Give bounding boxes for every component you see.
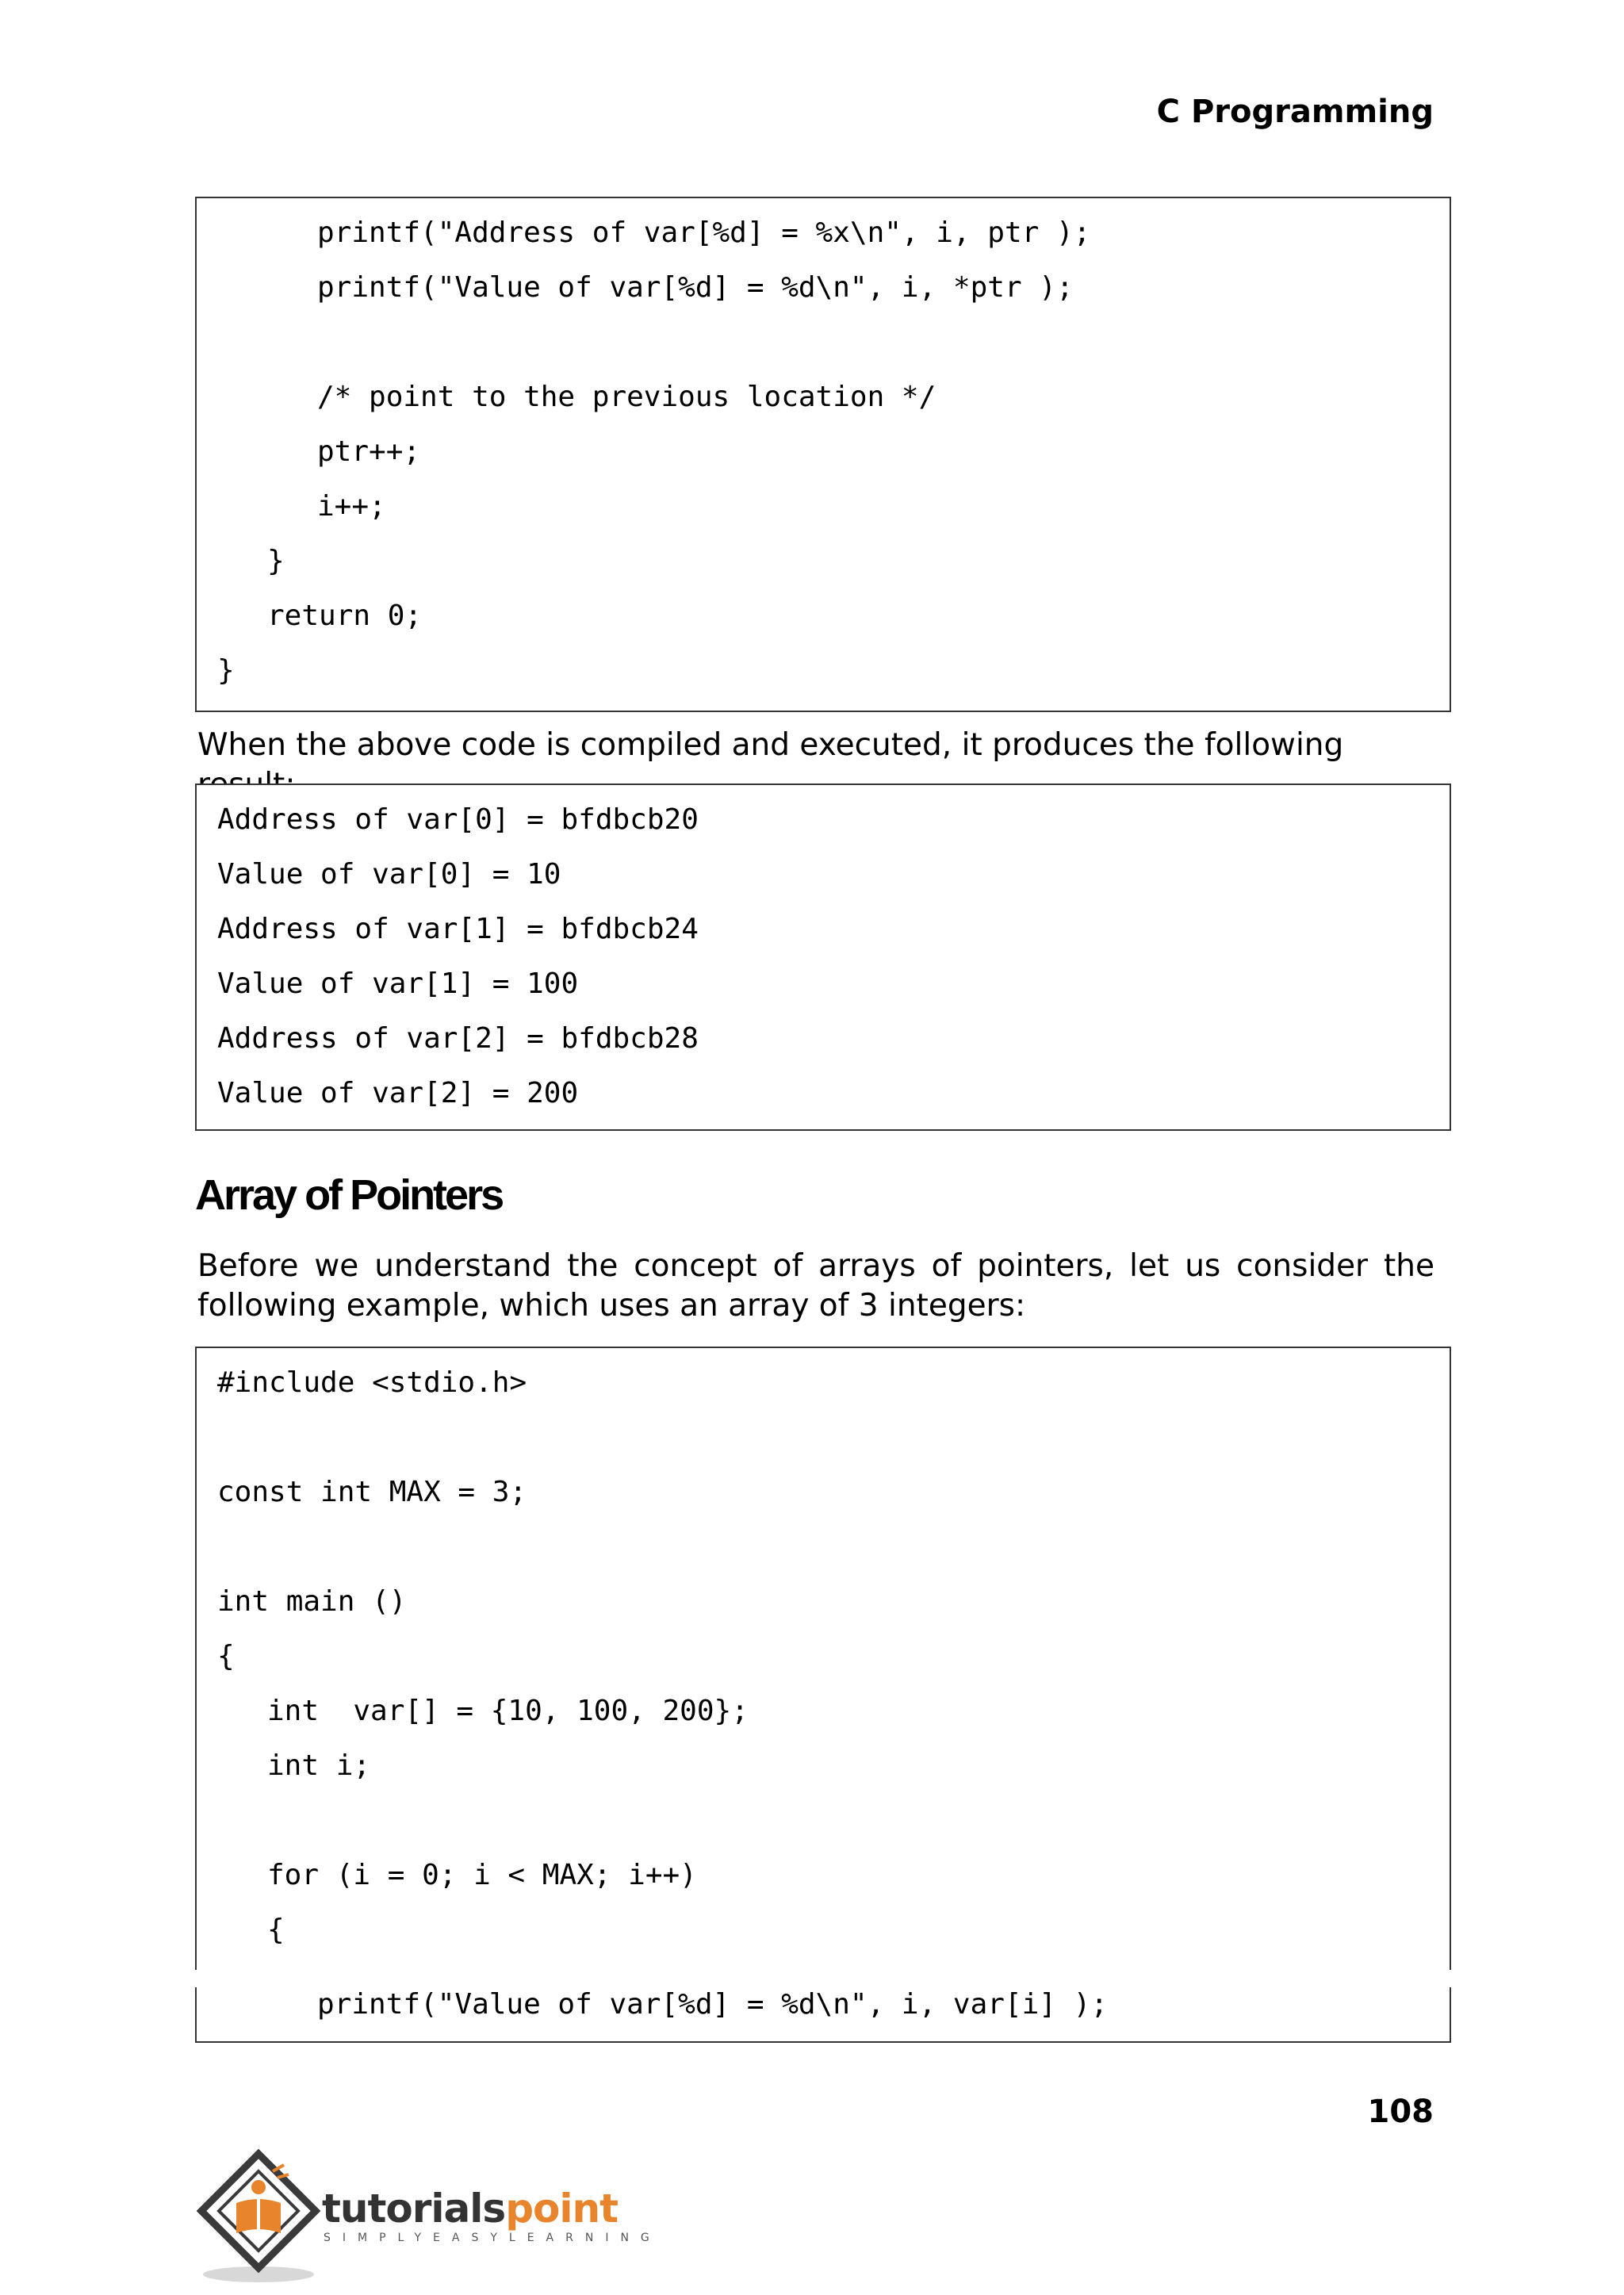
logo-diamond-icon [195,2147,330,2290]
output-line: Address of var[2] = bfdbcb28 [217,1022,699,1055]
code-line: { [267,1914,285,1946]
code-line: printf("Address of var[%d] = %x\n", i, ptr ); [317,216,1091,249]
code-line: const int MAX = 3; [217,1476,527,1508]
logo-wordmark [322,2186,618,2232]
output-block [195,784,1451,1131]
paragraph-array-intro: Before we understand the concept of arrays of pointers, let us consider the following example, which uses an array of 3 integers: [197,1248,1434,1324]
output-line: Value of var[1] = 100 [217,967,579,1000]
paragraph-result-intro: When the above code is compiled and executed, it produces the following [197,727,1344,763]
output-line: Address of var[1] = bfdbcb24 [217,913,699,945]
tutorialspoint-logo [195,2147,661,2290]
output-line: Value of var[0] = 10 [217,858,561,891]
code-block-2 [195,1347,1451,1970]
section-heading: Array of Pointers [195,1171,503,1219]
running-header: C Programming [1156,94,1434,130]
code-line: int main () [217,1585,407,1618]
code-line: int i; [267,1749,371,1782]
code-line: /* point to the previous location */ [317,381,936,413]
output-line: Value of var[2] = 200 [217,1077,579,1109]
code-block-1 [195,197,1451,712]
code-line: printf("Value of var[%d] = %d\n", i, *ptr ); [317,271,1074,304]
code-line: int var[] = {10, 100, 200}; [267,1695,749,1727]
code-line: #include <stdio.h> [217,1366,527,1399]
code-block-2-continuation [195,1987,1451,2043]
code-line: } [267,545,285,577]
code-line: printf("Value of var[%d] = %d\n", i, var[i] ); [317,1988,1108,2021]
logo-text-part1: tutorials [322,2186,506,2232]
code-line: ptr++; [317,435,421,468]
code-line: i++; [317,490,386,523]
code-line: return 0; [267,600,423,632]
page-number: 108 [1367,2094,1434,2130]
code-line: { [217,1640,235,1672]
output-line: Address of var[0] = bfdbcb20 [217,803,699,836]
logo-tagline: SIMPLYEASYLEARNING [324,2232,661,2244]
logo-text-part2: point [505,2186,618,2232]
code-line: for (i = 0; i < MAX; i++) [267,1859,697,1891]
code-line: } [217,654,235,687]
